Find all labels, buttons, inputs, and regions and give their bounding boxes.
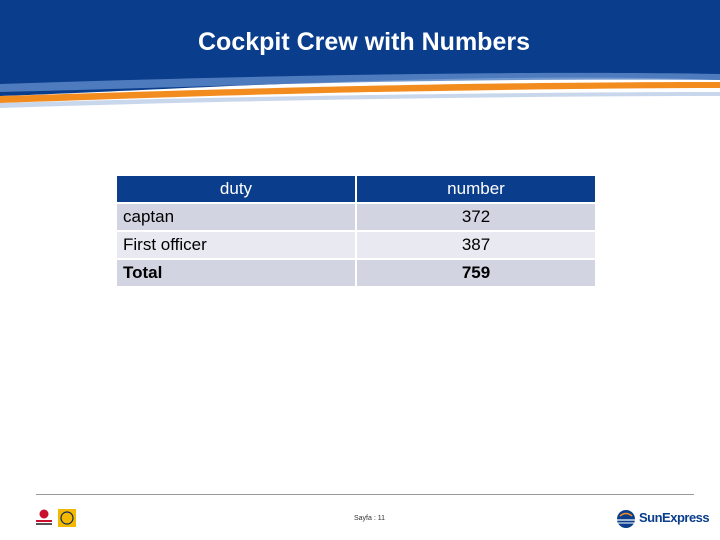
footer-divider [36,494,694,495]
table-header-row [117,176,595,202]
number-cell: 759 [357,260,595,286]
duty-cell: First officer [117,232,355,258]
duty-cell: Total [117,260,355,286]
table-row [117,204,595,230]
duty-cell: captan [117,204,355,230]
table-row [117,232,595,258]
table-total-row [117,260,595,286]
brand-wordmark: SunExpress [639,510,710,525]
number-cell: 387 [357,232,595,258]
page-number-label: Sayfa : 11 [354,515,386,522]
header-duty: duty [117,176,355,202]
turkish-airlines-logo-icon [34,508,54,528]
lufthansa-logo-icon [58,509,76,527]
crew-table [115,174,597,288]
header-number: number [357,176,595,202]
slide-title: Cockpit Crew with Numbers [198,28,530,56]
sunexpress-logo-icon [616,509,636,529]
slide-header-banner [0,0,720,112]
number-cell: 372 [357,204,595,230]
